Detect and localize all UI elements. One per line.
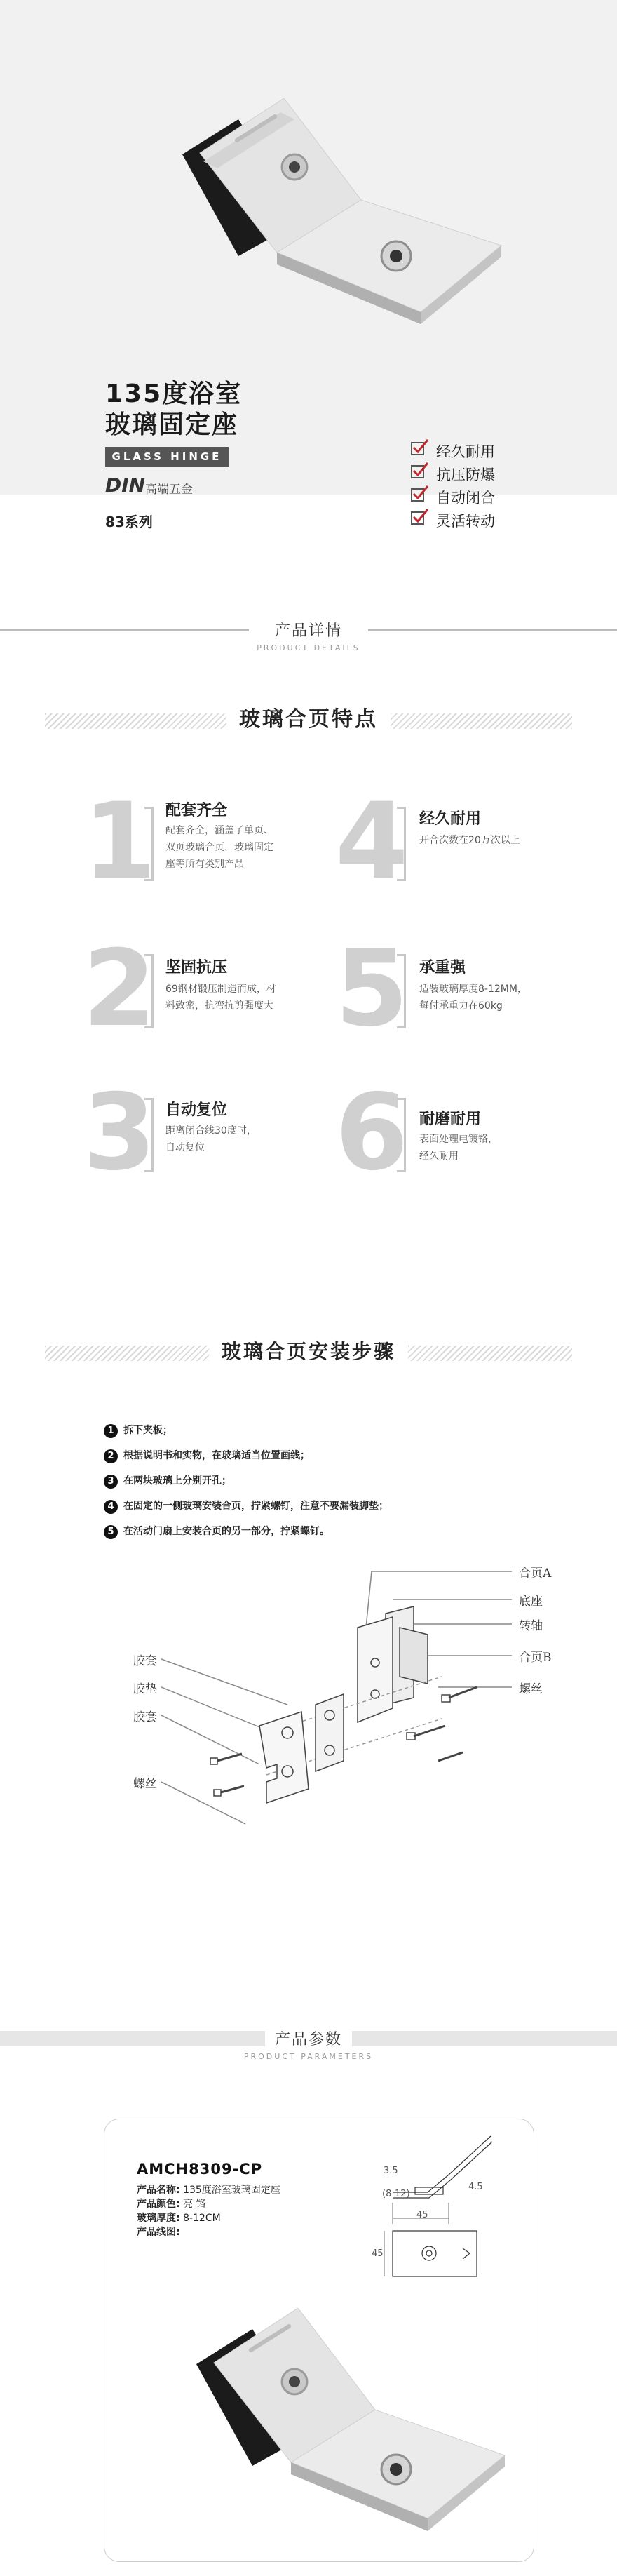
feature-number: 3 [83, 1072, 156, 1194]
feature-title: 自动复位 [165, 1101, 228, 1119]
hero-section [0, 0, 617, 507]
product-title-line-1: 135度浴室 [105, 380, 243, 408]
feature-pressure: 抗压防爆 [436, 464, 495, 485]
part-label: 转轴 [519, 1619, 543, 1633]
dimension-label: 45 [416, 2210, 428, 2220]
feature-desc: 表面处理电镀铬， 经久耐用 [419, 1134, 498, 1162]
part-label: 底座 [519, 1595, 543, 1609]
check-icon [409, 438, 429, 457]
install-heading: 玻璃合页安装步骤 [0, 1336, 617, 1364]
dimension-label: (8-12) [382, 2189, 410, 2199]
install-step: 4 在固定的一侧玻璃安装合页，拧紧螺钉，注意不要漏装脚垫； [104, 1498, 388, 1514]
feature-desc: 适装玻璃厚度8-12MM， 每付承重力在60kg [419, 984, 527, 1012]
param-row: 产品线图: [137, 2227, 180, 2238]
feature-title: 承重强 [419, 959, 466, 977]
feature-number: 2 [83, 928, 156, 1050]
bracket-decoration [144, 954, 154, 1028]
product-title-line-2: 玻璃固定座 [105, 410, 239, 439]
feature-desc: 距离闭合线30度时， 自动复位 [165, 1125, 257, 1153]
feature-number: 4 [335, 781, 409, 903]
part-label: 胶套 [133, 1710, 157, 1724]
bracket-decoration [144, 807, 154, 881]
part-label: 合页B [519, 1651, 552, 1665]
product-image [175, 2308, 526, 2547]
feature-durable: 经久耐用 [436, 441, 495, 462]
section-subtitle: PRODUCT DETAILS [257, 643, 360, 652]
section-title: 产品详情 [274, 622, 342, 640]
bracket-decoration [397, 1098, 406, 1172]
check-icon [409, 484, 429, 504]
feature-desc: 69钢材锻压制造而成，材 料致密，抗弯抗剪强度大 [165, 984, 276, 1012]
dimension-label: 45 [372, 2248, 384, 2259]
param-row: 玻璃厚度: 8-12CM [137, 2213, 221, 2224]
bracket-decoration [397, 807, 406, 881]
feature-title: 坚固抗压 [165, 959, 228, 977]
feature-number: 6 [335, 1072, 409, 1194]
install-step: 3 在两块玻璃上分别开孔； [104, 1473, 231, 1489]
install-step: 2 根据说明书和实物，在玻璃适当位置画线； [104, 1448, 310, 1463]
check-icon [409, 507, 429, 527]
feature-number: 1 [83, 781, 156, 903]
section-title: 产品参数 [265, 2031, 352, 2048]
param-row: 产品名称: 135度浴室玻璃固定座 [137, 2185, 280, 2196]
part-label: 螺丝 [519, 1682, 543, 1696]
series-label: 83系列 [105, 514, 153, 530]
params-table [137, 2183, 280, 2239]
dimension-label: 4.5 [468, 2182, 483, 2192]
line-drawing [372, 2126, 512, 2280]
brand-logo: DIN [105, 474, 146, 497]
part-label: 螺丝 [133, 1777, 157, 1791]
params-header [0, 2027, 617, 2061]
part-label: 合页A [519, 1567, 552, 1581]
feature-title: 耐磨耐用 [419, 1111, 482, 1128]
feature-title: 配套齐全 [165, 802, 228, 819]
part-label: 胶套 [133, 1654, 157, 1668]
features-heading: 玻璃合页特点 [0, 702, 617, 732]
bracket-decoration [144, 1098, 154, 1172]
bracket-decoration [397, 954, 406, 1028]
feature-flexible: 灵活转动 [436, 510, 495, 531]
feature-auto-close: 自动闭合 [436, 487, 495, 508]
install-step: 1 拆下夹板； [104, 1423, 172, 1438]
english-label: GLASS HINGE [105, 447, 229, 467]
details-header [0, 619, 617, 652]
feature-number: 5 [335, 928, 409, 1050]
install-step: 5 在活动门扇上安装合页的另一部分，拧紧螺钉。 [104, 1524, 330, 1539]
part-label: 胶垫 [133, 1682, 157, 1696]
feature-desc: 配套齐全，涵盖了单页、 双页玻璃合页，玻璃固定 座等所有类别产品 [165, 825, 273, 870]
brand-tagline: 高端五金 [145, 483, 193, 497]
feature-title: 经久耐用 [419, 810, 482, 828]
feature-desc: 开合次数在20万次以上 [419, 835, 520, 846]
section-subtitle: PRODUCT PARAMETERS [243, 2052, 374, 2061]
check-icon [409, 461, 429, 481]
param-row: 产品颜色: 亮 铬 [137, 2199, 206, 2210]
dimension-label: 3.5 [384, 2166, 398, 2176]
exploded-diagram [161, 1557, 519, 1852]
product-image [161, 98, 526, 337]
model-number: AMCH8309-CP [137, 2161, 263, 2178]
